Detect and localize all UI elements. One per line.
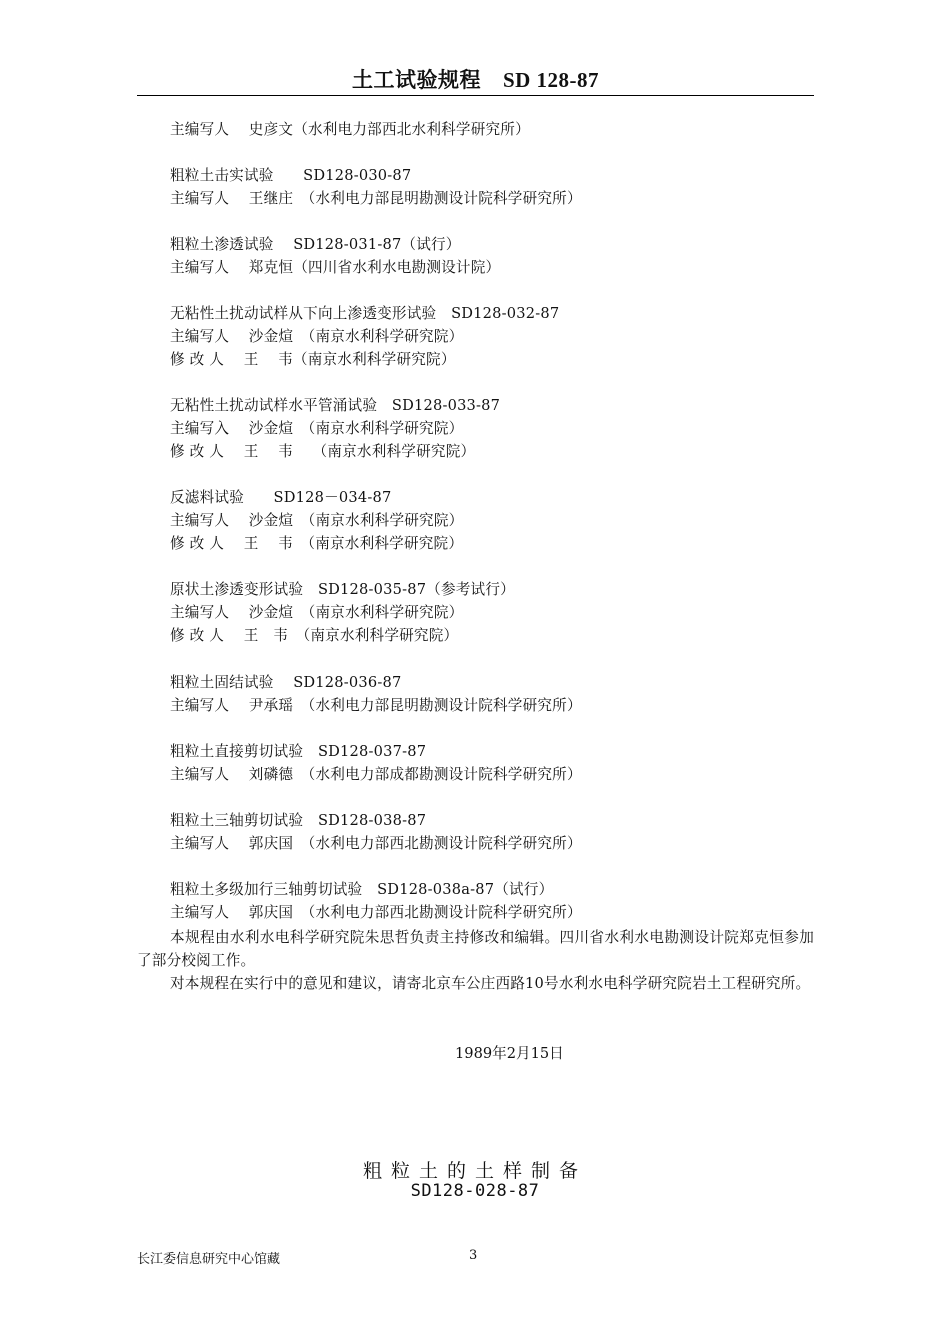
text-line: 主编写人 郭庆国 （水利电力部西北勘测设计院科学研究所） [170,835,582,852]
text-line: 主编写人 尹承瑶 （水利电力部昆明勘测设计院科学研究所） [170,697,582,714]
text-line: 主编写人 刘磷德 （水利电力部成都勘测设计院科学研究所） [170,766,582,783]
section-title: 粗粒土的土样制备 [362,1160,587,1182]
text-line: 粗粒土多级加行三轴剪切试验 SD128-038a-87（试行） [170,881,554,898]
text-line: 主编写入 沙金煊 （南京水利科学研究院） [170,420,464,437]
text-line: 无粘性土扰动试样水平管涌试验 SD128-033-87 [170,397,501,414]
text-line: 主编写人 郑克恒（四川省水利水电勘测设计院） [170,259,501,276]
page-number: 3 [469,1248,478,1263]
body-paragraph: 本规程由水利水电科学研究院朱思哲负责主持修改和编辑。四川省水利水电勘测设计院郑克恒参加了部分校阅工作。 [137,929,814,969]
header-title: 土工试验规程 [351,68,481,92]
text-line: 主编写人 郭庆国 （水利电力部西北勘测设计院科学研究所） [170,904,582,921]
text-line: 粗粒土击实试验 SD128-030-87 [170,167,412,184]
text-line: 无粘性土扰动试样从下向上渗透变形试验 SD128-032-87 [170,305,560,322]
header-rule [137,95,814,96]
text-line: 主编写人 史彦文（水利电力部西北水利科学研究所） [170,121,530,138]
text-line: 主编写人 沙金煊 （南京水利科学研究院） [170,512,464,529]
text-line: 修 改 人 王 韦 （南京水利科学研究院） [170,627,459,644]
text-line: 主编写人 沙金煊 （南京水利科学研究院） [170,604,464,621]
text-line: 粗粒土固结试验 SD128-036-87 [170,674,402,691]
body-paragraph: 对本规程在实行中的意见和建议，请寄北京车公庄西路10号水利水电科学研究院岩土工程研究所。 [170,975,811,992]
text-line: 修 改 人 王 韦（南京水利科学研究院） [170,351,456,368]
text-line: 主编写人 沙金煊 （南京水利科学研究院） [170,328,464,345]
section-code: SD128-028-87 [410,1181,540,1201]
text-line: 粗粒土渗透试验 SD128-031-87（试行） [170,236,461,253]
document-date: 1989年2月15日 [455,1045,564,1062]
text-line: 粗粒土三轴剪切试验 SD128-038-87 [170,812,427,829]
text-line: 粗粒土直接剪切试验 SD128-037-87 [170,743,427,760]
text-line: 原状土渗透变形试验 SD128-035-87（参考试行） [170,581,515,598]
text-line: 主编写人 王继庄 （水利电力部昆明勘测设计院科学研究所） [170,190,582,207]
header-code: SD 128-87 [502,68,600,92]
text-line: 修 改 人 王 韦 （南京水利科学研究院） [170,535,464,552]
running-header [137,64,814,94]
footer-org: 长江委信息研究中心馆藏 [137,1252,281,1267]
text-line: 反滤料试验 SD128－034-87 [170,489,392,506]
text-line: 修 改 人 王 韦 （南京水利科学研究院） [170,443,476,460]
